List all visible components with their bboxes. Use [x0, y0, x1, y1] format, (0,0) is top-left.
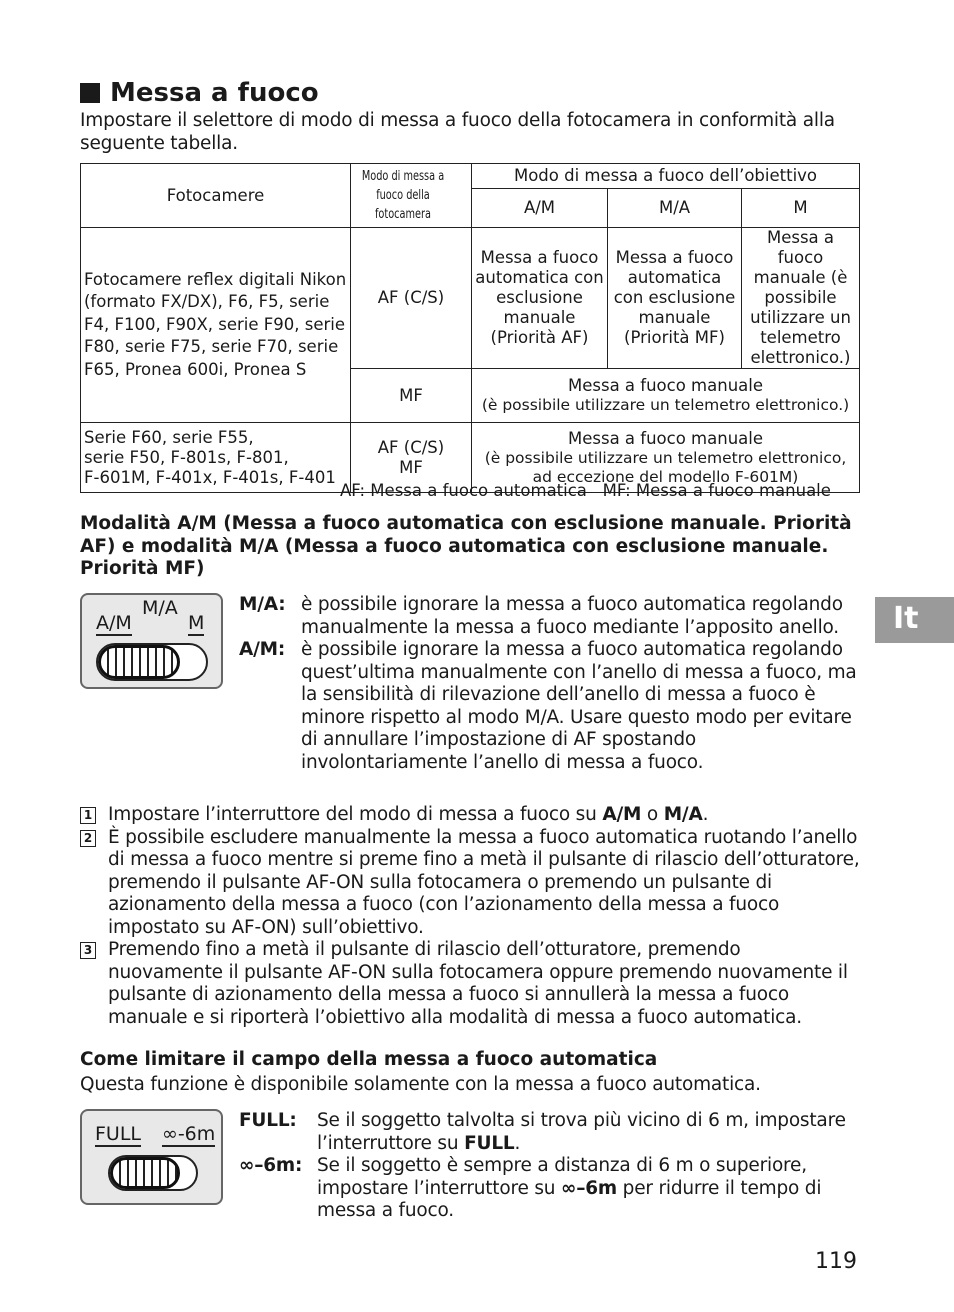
header-cameras: Fotocamere — [81, 164, 351, 228]
language-tab: It — [875, 597, 954, 643]
row3-mode: AF (C/S) MF — [351, 423, 472, 493]
page-number: 119 — [815, 1249, 857, 1274]
page-title — [80, 78, 319, 108]
table-legend: AF: Messa a fuoco automatica MF: Messa a fuoco manuale — [340, 481, 831, 500]
switch-label-am: A/M — [96, 612, 132, 634]
row1-am: Messa a fuoco automatica con esclusione manuale (Priorità AF) — [472, 228, 608, 369]
header-m: M — [742, 189, 860, 228]
switch-label-ma: M/A — [142, 597, 178, 619]
header-am: A/M — [472, 189, 608, 228]
row1-mode: AF (C/S) — [351, 228, 472, 369]
switch-label-infinity-6m: ∞-6m — [162, 1123, 216, 1145]
switch-label-full: FULL — [95, 1123, 142, 1145]
slider-knob — [98, 645, 180, 679]
row1-ma: Messa a fuoco automatica con esclusione manuale (Priorità MF) — [608, 228, 742, 369]
section-am-ma-title: Modalità A/M (Messa a fuoco automatica con esclusione manuale. Priorità AF) e modalità M/A (Messa a fuoco automatica con esclusione manuale. Priorità MF) — [80, 513, 852, 579]
row3-cameras: Serie F60, serie F55, serie F50, F-801s, F-801, F-601M, F-401x, F-401s, F-401 — [81, 423, 351, 493]
header-ma: M/A — [608, 189, 742, 228]
am-ma-switch-illustration — [80, 593, 223, 689]
focus-limit-description: FULL: Se il soggetto talvolta si trova più vicino di 6 m, impostare l’interruttore su FULL. ∞–6m: Se il soggetto è sempre a distanza di 6 m o superiore, impostare l’interruttore su ∞–6m per ridurre il tempo di messa a fuoco. — [239, 1110, 846, 1221]
row2-value: Messa a fuoco manuale (è possibile utilizzare un telemetro elettronico.) — [472, 369, 860, 423]
steps-list — [80, 804, 860, 1029]
focus-mode-table — [80, 163, 860, 493]
slider-knob — [110, 1157, 180, 1189]
step-1: 1 Impostare l’interruttore del modo di messa a fuoco su A/M o M/A. — [80, 804, 860, 827]
ma-description: M/A: è possibile ignorare la messa a fuoco automatica regolando manualmente la messa a fuoco mediante l’apposito anello. A/M: è possibile ignorare la messa a fuoco automatica regolando quest’ultima manualmente con l’anello di messa a fuoco, ma la sensibilità di rilevazione dell’anello di messa a fuoco è minore rispetto al modo M/A. Usare questo modo per evitare di annullare l’impostazione di AF spostando involontariamente l’anello di messa a fuoco. — [239, 594, 857, 773]
section-limit-intro: Questa funzione è disponibile solamente con la messa a fuoco automatica. — [80, 1074, 761, 1095]
row2-mode: MF — [351, 369, 472, 423]
focus-limit-switch-illustration — [80, 1109, 223, 1205]
header-camera-mode: Modo di messa a fuoco della fotocamera — [351, 164, 472, 228]
header-lens-mode: Modo di messa a fuoco dell’obiettivo — [472, 164, 860, 189]
step-2: 2 È possibile escludere manualmente la messa a fuoco automatica ruotando l’anello di messa a fuoco mentre si preme fino a metà il pulsante di rilascio dell’otturatore, premendo il pulsante AF-ON sulla fotocamera o premendo un pulsante di azionamento della messa a fuoco (con l’azionamento della messa a fuoco impostato su AF-ON) sull’obiettivo. — [80, 827, 860, 940]
step-3: 3 Premendo fino a metà il pulsante di rilascio dell’otturatore, premendo nuovamente il pulsante AF-ON sulla fotocamera oppure premendo nuovamente il pulsante di azionamento della messa a fuoco si annullerà la messa a fuoco manuale e si riporterà l’obiettivo alla modalità di messa a fuoco automatica. — [80, 939, 860, 1029]
square-bullet-icon — [80, 83, 100, 103]
row1-m: Messa a fuoco manuale (è possibile utilizzare un telemetro elettronico.) — [742, 228, 860, 369]
intro-text: Impostare il selettore di modo di messa a fuoco della fotocamera in conformità alla seguente tabella. — [80, 110, 835, 154]
section-limit-title: Come limitare il campo della messa a fuoco automatica — [80, 1049, 658, 1070]
row1-cameras: Fotocamere reflex digitali Nikon (formato FX/DX), F6, F5, serie F4, F100, F90X, serie F90, serie F80, serie F75, serie F70, serie F65, Pronea 600i, Pronea S — [81, 228, 351, 423]
row3-value: Messa a fuoco manuale (è possibile utilizzare un telemetro elettronico, ad eccezione del modello F-601M) — [472, 423, 860, 493]
title-text: Messa a fuoco — [110, 78, 319, 108]
switch-label-m: M — [188, 612, 205, 634]
